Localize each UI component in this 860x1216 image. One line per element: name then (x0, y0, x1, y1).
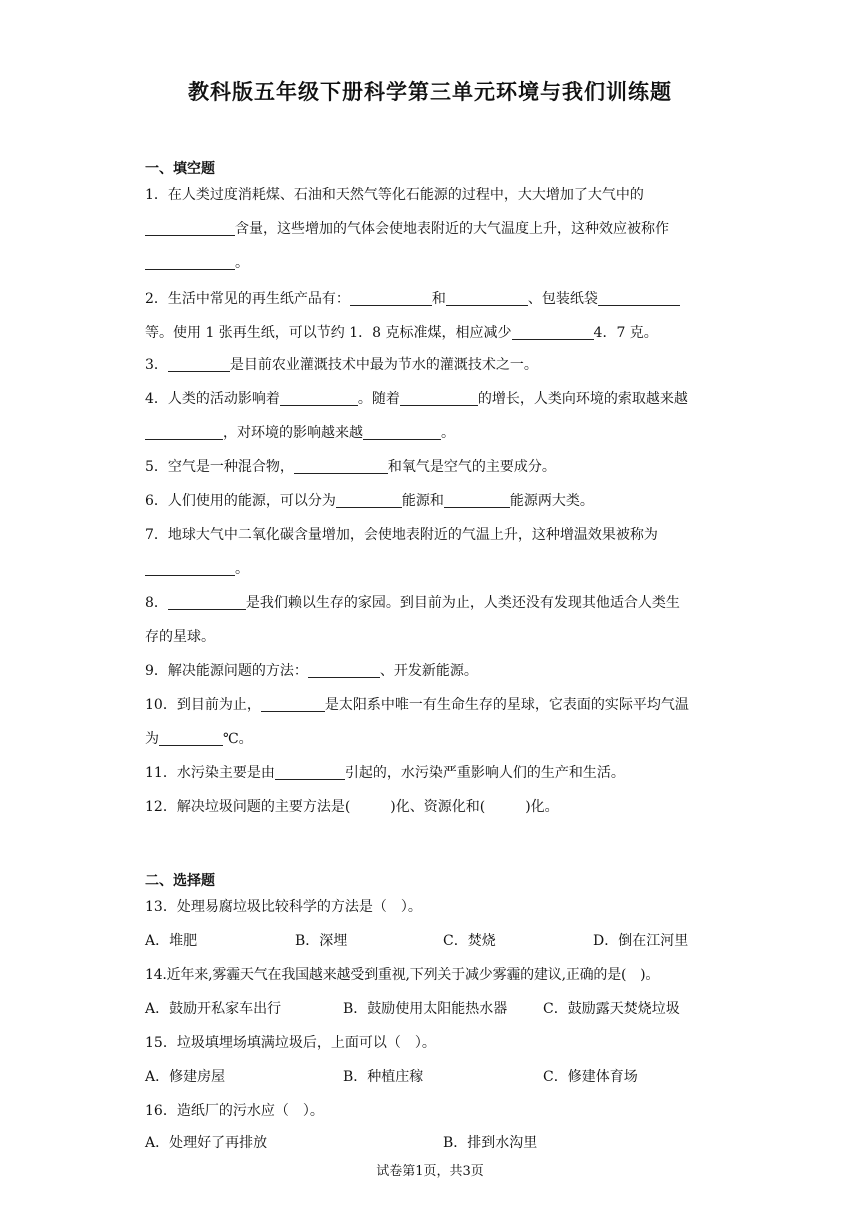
question-3: 3． 是目前农业灌溉技术中最为节水的灌溉技术之一。 (145, 357, 538, 373)
question-5: 5．空气是一种混合物， 和氧气是空气的主要成分。 (145, 459, 556, 475)
blank[interactable] (512, 323, 594, 340)
option-a[interactable]: A．堆肥 (145, 933, 198, 949)
blank[interactable] (598, 289, 680, 306)
question-12: 12．解决垃圾问题的主要方法是( )化、资源化和( )化。 (145, 799, 559, 815)
question-15-options (145, 1060, 720, 1094)
blank[interactable] (275, 763, 345, 780)
question-15: 15．垃圾填埋场填满垃圾后，上面可以（ ）。 (145, 1035, 436, 1051)
blank[interactable] (294, 457, 388, 474)
blank[interactable] (168, 355, 230, 372)
question-13-options (145, 924, 720, 958)
blank[interactable] (446, 289, 528, 306)
blank[interactable] (308, 661, 380, 678)
blank[interactable] (145, 219, 235, 236)
blank[interactable] (145, 559, 235, 576)
blank[interactable] (159, 729, 223, 746)
section-fill-in: 一、填空题 (145, 161, 215, 177)
blank[interactable] (168, 593, 246, 610)
option-a[interactable]: A．修建房屋 (145, 1069, 226, 1085)
option-b[interactable]: B．种植庄稼 (343, 1069, 424, 1085)
question-4: 4．人类的活动影响着 。随着 的增长，人类向环境的索取越来越 ，对环境的影响越来越 。 (145, 391, 688, 441)
question-8: 8． 是我们赖以生存的家园。到目前为止，人类还没有发现其他适合人类生 存的星球。 (145, 595, 680, 645)
question-13: 13．处理易腐垃圾比较科学的方法是（ ）。 (145, 899, 422, 915)
question-14-options (145, 992, 720, 1026)
blank[interactable] (261, 695, 325, 712)
question-1: 1．在人类过度消耗煤、石油和天然气等化石能源的过程中，大大增加了大气中的 含量，这些增加的气体会使地表附近的大气温度上升，这种效应被称作 。 (145, 187, 669, 271)
question-16-options (145, 1126, 720, 1160)
blank[interactable] (145, 253, 235, 270)
blank[interactable] (350, 289, 432, 306)
section-multiple-choice: 二、选择题 (145, 873, 215, 889)
option-b[interactable]: B．排到水沟里 (443, 1135, 538, 1151)
question-7: 7．地球大气中二氧化碳含量增加，会使地表附近的气温上升，这种增温效果被称为 。 (145, 527, 658, 577)
option-c[interactable]: C．鼓励露天焚烧垃圾 (543, 1001, 680, 1017)
page-footer: 试卷第1页，共3页 (376, 1164, 484, 1179)
option-d[interactable]: D．倒在江河里 (593, 933, 689, 949)
question-16: 16．造纸厂的污水应（ ）。 (145, 1103, 324, 1119)
option-c[interactable]: C．修建体育场 (543, 1069, 638, 1085)
blank[interactable] (363, 423, 441, 440)
question-9: 9．解决能源问题的方法： 、开发新能源。 (145, 663, 478, 679)
option-a[interactable]: A．鼓励开私家车出行 (145, 1001, 282, 1017)
blank[interactable] (145, 423, 223, 440)
blank[interactable] (280, 389, 358, 406)
option-b[interactable]: B．深埋 (295, 933, 348, 949)
blank[interactable] (336, 491, 402, 508)
page-title: 教科版五年级下册科学第三单元环境与我们训练题 (188, 79, 672, 104)
question-10: 10．到目前为止， 是太阳系中唯一有生命生存的星球，它表面的实际平均气温 为 ℃。 (145, 697, 689, 747)
question-2: 2．生活中常见的再生纸产品有： 和 、包装纸袋 等。使用 1 张再生纸，可以节约 1．8 克标准煤，相应减少 4．7 克。 (145, 282, 720, 350)
option-b[interactable]: B．鼓励使用太阳能热水器 (343, 1001, 508, 1017)
blank[interactable] (400, 389, 478, 406)
option-c[interactable]: C．焚烧 (443, 933, 496, 949)
blank[interactable] (444, 491, 510, 508)
option-a[interactable]: A．处理好了再排放 (145, 1135, 268, 1151)
question-14: 14.近年来,雾霾天气在我国越来越受到重视,下列关于减少雾霾的建议,正确的是( )。 (145, 967, 660, 983)
question-11: 11．水污染主要是由 引起的，水污染严重影响人们的生产和生活。 (145, 765, 625, 781)
question-6: 6．人们使用的能源，可以分为 能源和 能源两大类。 (145, 493, 594, 509)
